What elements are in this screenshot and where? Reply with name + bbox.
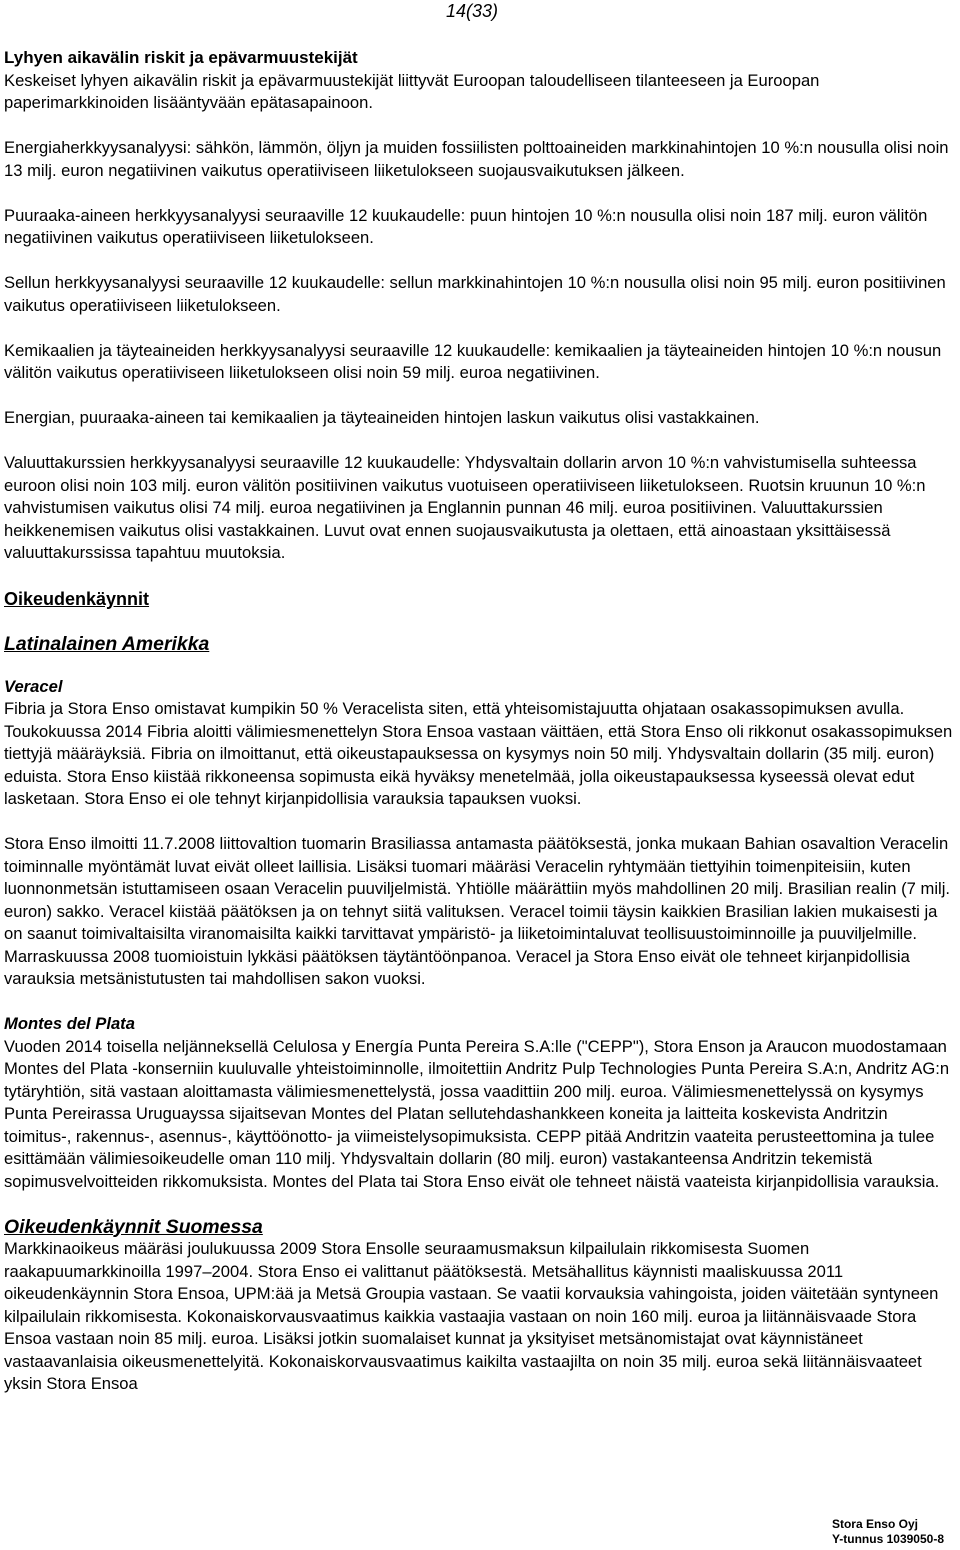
footer-company: Stora Enso Oyj: [831, 1517, 918, 1531]
veracel-heading: Veracel: [4, 676, 63, 696]
page-number: 14(33): [446, 1, 499, 21]
montes-heading: Montes del Plata: [4, 1014, 135, 1033]
finland-paragraph: Markkinaoikeus määräsi joulukuussa 2009 Stora Ensolle seuraamusmaksun kilpailulain rikkomisesta Suomen raakapuumarkkinoilla 1997–2004. Stora Enso ei valittanut päätöksestä. Metsähallitus käynnisti maaliskuussa 2011 oikeudenkäynnin Stora Ensoa, UPM:ää ja Metsä Groupia vastaan. Se vaatii korvauksia vahingoista, joiden väitetään syntyneen kilpailulain rikkomisesta. Kokonaiskorvausvaatimus kaikkia vastaajia vastaan on noin 160 milj. euroa ja liitännäisvaade Stora Ensoa vastaan noin 85 milj. euroa. Lisäksi jotkin suomalaiset kunnat ja yksityiset metsänomistajat ovat käynnistäneet vastaavanlaisia oikeusmenettelyitä. Kokonaiskorvausvaatimus kaikilta vastaajilta on noin 35 milj. euroa sekä liitännäisvaateet yksin Stora Ensoa: [4, 1239, 939, 1393]
footer: [832, 1517, 944, 1547]
wood-sensitivity-paragraph: Puuraaka-aineen herkkyysanalyysi seuraaville 12 kuukaudelle: puun hintojen 10 %:n nousulla olisi noin 187 milj. euron välitön negatiivinen vaikutus operatiiviseen liiketulokseen.: [4, 205, 928, 247]
finland-heading: Oikeudenkäynnit Suomessa: [4, 1215, 263, 1238]
veracel-paragraph-2: Stora Enso ilmoitti 11.7.2008 liittovaltion tuomarin Brasiliassa antamasta päätöksestä, jonka mukaan Bahian osavaltion Veracelin toiminnalle myöntämät luvat eivät olleet laillisia. Lisäksi tuomari määräsi Veracelin ryhtymään tiettyihin toimenpiteisiin, kuten luonnonmetsän istuttamiseen osaan Veracelin puuviljelmistä. Yhtiölle määrättiin myös mahdollinen 20 milj. Brasilian realin (7 milj. euron) sakko. Veracel kiistää päätöksen ja on tehnyt siitä valituksen. Veracel toimii täysin kaikkien Brasilian lakien mukaisesti ja on saanut toimivaltaisilta viranomaisilta kaikki tarvittavat ympäristö- ja liiketoimintaluvat teollisuustoiminnoille ja puuviljelmille. Marraskuussa 2008 tuomioistuin lykkäsi päätöksen täytäntöönpanoa. Veracel ja Stora Enso eivät ole tehneet kirjanpidollisia varauksia metsänistutusten tai mahdollisen sakon vuoksi.: [4, 834, 950, 988]
energy-sensitivity-paragraph: Energiaherkkyysanalyysi: sähkön, lämmön, öljyn ja muiden fossiilisten polttoaineiden markkinahintojen 10 %:n nousulla olisi noin 13 milj. euron negatiivinen vaikutus operatiiviseen liiketulokseen suojausvaikutuksen jälkeen.: [4, 138, 949, 180]
currency-sensitivity-paragraph: Valuuttakurssien herkkyysanalyysi seuraaville 12 kuukaudelle: Yhdysvaltain dollarin arvon 10 %:n vahvistumisella suhteessa euroon olisi noin 103 milj. euron välitön positiivinen vaikutus vuotuiseen operatiiviseen liiketulokseen. Ruotsin kruunun 10 %:n vahvistumisen vaikutus olisi 74 milj. euroa negatiivinen ja Englannin punnan 46 milj. euroa positiivinen. Valuuttakurssien heikkenemisen vaikutus olisi vastakkainen. Luvut ovat ennen suojausvaikutusta ja olettaen, että ainoastaan yksittäisessä valuuttakurssissa tapahtuu muutoksia.: [4, 453, 926, 562]
footer-business-id: Y-tunnus 1039050-8: [831, 1532, 944, 1546]
document-body: [4, 47, 958, 1396]
risks-paragraph-1: Keskeiset lyhyen aikavälin riskit ja epävarmuustekijät liittyvät Euroopan taloudelliseen tilanteeseen ja Euroopan paperimarkkinoiden lisääntyvään epätasapainoon.: [4, 70, 820, 112]
risks-heading: Lyhyen aikavälin riskit ja epävarmuustekijät: [4, 48, 358, 67]
price-decrease-paragraph: Energian, puuraaka-aineen tai kemikaalien ja täyteaineiden hintojen laskun vaikutus olisi vastakkainen.: [4, 408, 760, 427]
chemicals-sensitivity-paragraph: Kemikaalien ja täyteaineiden herkkyysanalyysi seuraaville 12 kuukaudelle: kemikaalien ja täyteaineiden hintojen 10 %:n nousun välitön vaikutus operatiiviseen liiketulokseen olisi noin 59 milj. euroa negatiivinen.: [4, 340, 942, 382]
latam-heading: Latinalainen Amerikka: [4, 633, 210, 655]
veracel-paragraph-1: Fibria ja Stora Enso omistavat kumpikin 50 % Veracelista siten, että yhteisomistajuutta ohjataan osakassopimuksen avulla. Toukokuussa 2014 Fibria aloitti välimiesmenettelyn Stora Ensoa vastaan väittäen, että Stora Enso oli rikkonut osakassopimuksen tiettyjä määräyksiä. Fibria on ilmoittanut, että oikeustapauksessa on kysymys noin 50 milj. Yhdysvaltain dollarin (35 milj. euron) eduista. Stora Enso kiistää rikkoneensa sopimusta eikä hyväksy menetelmää, jolla oikeustapauksessa kyseessä olevat edut lasketaan. Stora Enso ei ole tehnyt kirjanpidollisia varauksia tapauksen vuoksi.: [4, 699, 953, 808]
legal-heading: Oikeudenkäynnit: [4, 589, 150, 609]
pulp-sensitivity-paragraph: Sellun herkkyysanalyysi seuraaville 12 kuukaudelle: sellun markkinahintojen 10 %:n nousulla olisi noin 95 milj. euron positiivinen vaikutus operatiiviseen liiketulokseen.: [4, 273, 946, 315]
montes-paragraph: Vuoden 2014 toisella neljänneksellä Celulosa y Energía Punta Pereira S.A:lle ("CEPP"), Stora Enson ja Araucon muodostamaan Montes del Plata -konserniin kuuluvalle yhteistoiminnolle, ilmoitettiin Andritz Pulp Technologies Punta Pereira S.A:n, Andritz AG:n tytäryhtiön, sitä vastaan aloittamasta välimiesmenettelystä, jossa vaadittiin 200 milj. euroa. Välimiesmenettelyssä on kysymys Punta Pereirassa Uruguayssa sijaitsevan Montes del Platan sellutehdashankkeen koneita ja laitteita koskevista Andritzin toimitus-, rakennus-, asennus-, käyttöönotto- ja viimeistelysopimuksista. CEPP pitää Andritzin vaateita perusteettomina ja tulee esittämään välimiesoikeudelle oman 110 milj. Yhdysvaltain dollarin (80 milj. euron) vastakanteensa Andritzin tekemistä sopimusvelvoitteiden rikkomuksista. Montes del Plata tai Stora Enso eivät ole tehneet näistä vaateista kirjanpidollisia varauksia.: [4, 1036, 950, 1191]
